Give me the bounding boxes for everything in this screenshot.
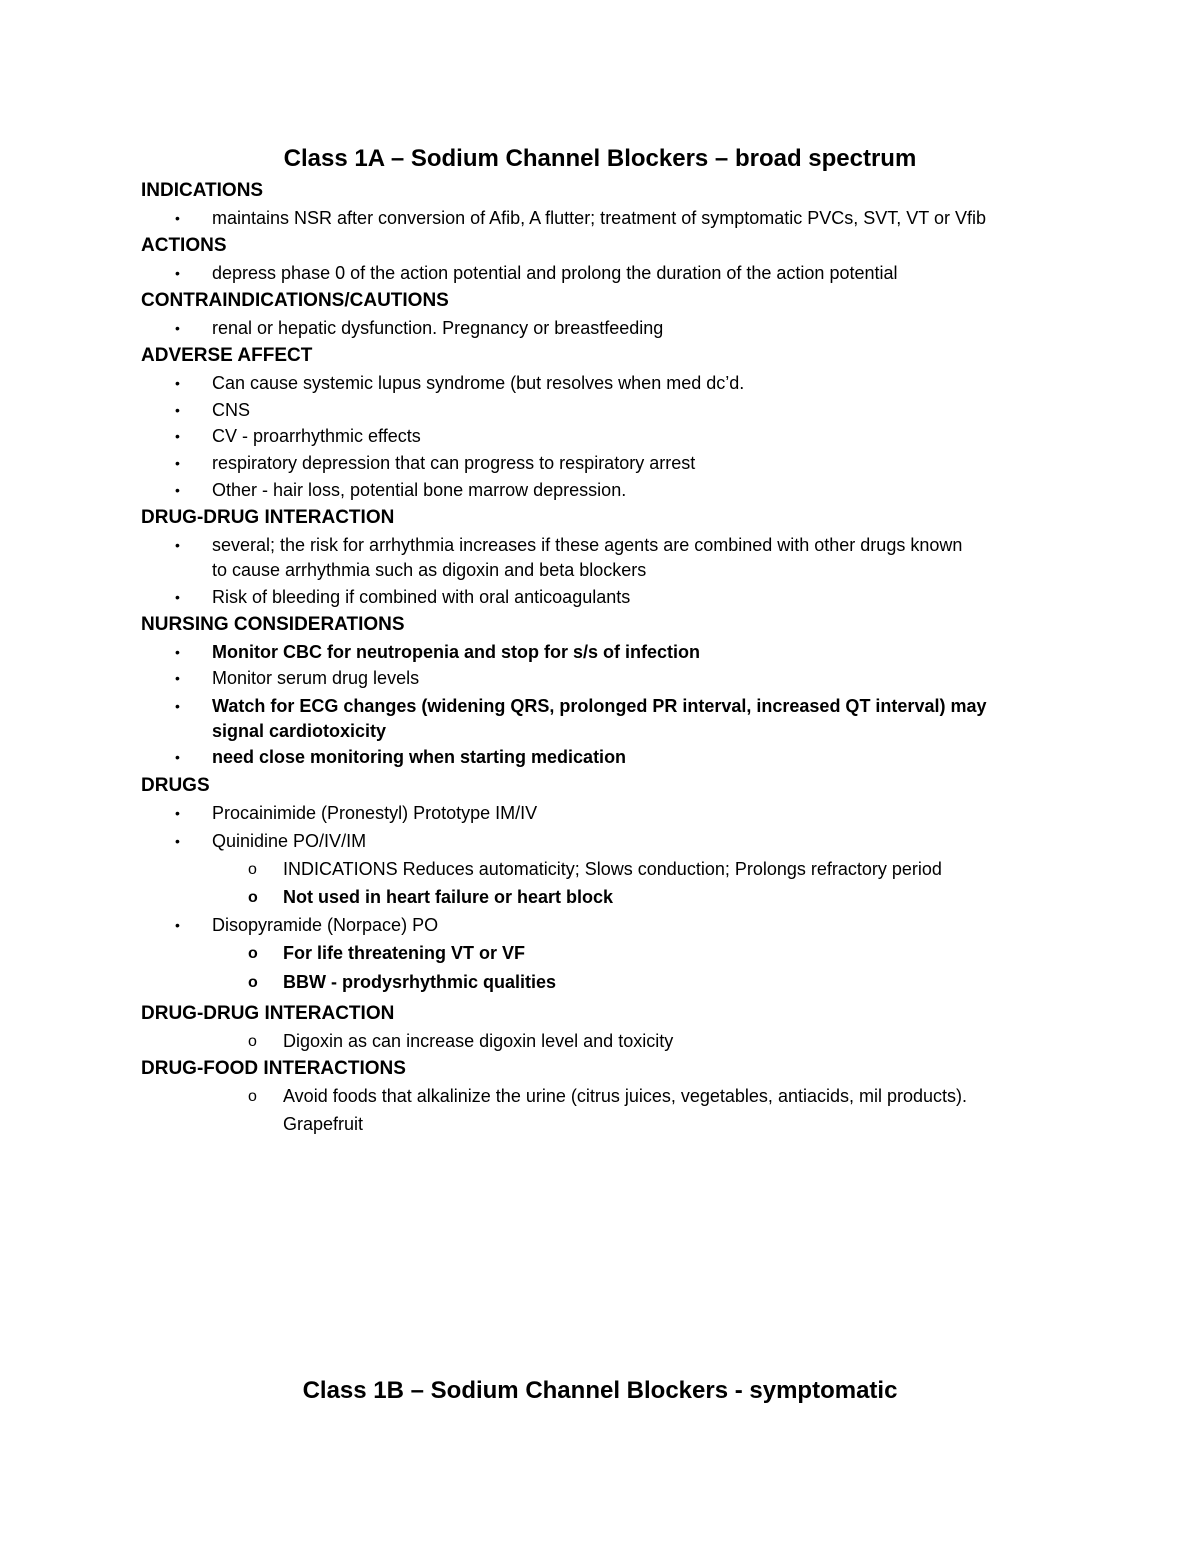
sub-bullet-icon: o	[248, 945, 258, 962]
sub-bullet-icon: o	[248, 1033, 257, 1050]
bullet-icon: •	[175, 698, 180, 714]
bullet-icon: •	[175, 833, 180, 849]
bullet-icon: •	[175, 917, 180, 933]
class-1a-title: Class 1A – Sodium Channel Blockers – broad spectrum	[283, 145, 917, 172]
adverse-item: Can cause systemic lupus syndrome (but resolves when med dc’d.	[212, 373, 745, 393]
bullet-icon: •	[175, 670, 180, 686]
bullet-icon: •	[175, 210, 180, 226]
nursing-item: Monitor serum drug levels	[212, 668, 420, 688]
adverse-item: respiratory depression that can progress to respiratory arrest	[212, 453, 696, 473]
nursing-item: Monitor CBC for neutropenia and stop for s/s of infection	[212, 642, 700, 662]
bullet-icon: •	[175, 402, 180, 418]
drug-interaction-2-item: Digoxin as can increase digoxin level and toxicity	[283, 1031, 674, 1051]
bullet-icon: •	[175, 375, 180, 391]
contraindications-item: renal or hepatic dysfunction. Pregnancy or breastfeeding	[212, 318, 664, 338]
drug-item: Quinidine PO/IV/IM	[212, 831, 367, 851]
bullet-icon: •	[175, 589, 180, 605]
nursing-item-continued: signal cardiotoxicity	[212, 721, 387, 741]
adverse-item: CV - proarrhythmic effects	[212, 426, 421, 446]
drug-item: Procainimide (Pronestyl) Prototype IM/IV	[212, 803, 538, 823]
drug-item: Disopyramide (Norpace) PO	[212, 915, 439, 935]
sub-bullet-icon: o	[248, 861, 257, 878]
sub-bullet-icon: o	[248, 1088, 257, 1105]
actions-item: depress phase 0 of the action potential and prolong the duration of the action potential	[212, 263, 898, 283]
drug-sub-item: Not used in heart failure or heart block	[283, 887, 614, 907]
sub-bullet-icon: o	[248, 889, 258, 906]
drug-interaction-item: Risk of bleeding if combined with oral anticoagulants	[212, 587, 631, 607]
drug-food-heading: DRUG-FOOD INTERACTIONS	[141, 1058, 406, 1079]
bullet-icon: •	[175, 644, 180, 660]
bullet-icon: •	[175, 320, 180, 336]
bullet-icon: •	[175, 482, 180, 498]
bullet-icon: •	[175, 805, 180, 821]
bullet-icon: •	[175, 537, 180, 553]
indications-heading: INDICATIONS	[141, 180, 264, 201]
sub-bullet-icon: o	[248, 974, 258, 991]
drug-food-item: Avoid foods that alkalinize the urine (citrus juices, vegetables, antiacids, mil products).	[283, 1086, 968, 1106]
adverse-item: CNS	[212, 400, 251, 420]
drug-interaction-item: several; the risk for arrhythmia increases if these agents are combined with other drugs known	[212, 535, 963, 555]
adverse-item: Other - hair loss, potential bone marrow depression.	[212, 480, 627, 500]
drug-sub-item: BBW - prodysrhythmic qualities	[283, 972, 557, 992]
bullet-icon: •	[175, 428, 180, 444]
adverse-heading: ADVERSE AFFECT	[141, 345, 313, 366]
bullet-icon: •	[175, 265, 180, 281]
class-1b-title: Class 1B – Sodium Channel Blockers - symptomatic	[302, 1377, 898, 1404]
indications-item: maintains NSR after conversion of Afib, A flutter; treatment of symptomatic PVCs, SVT, VT or Vfib	[212, 208, 986, 228]
drug-interaction-heading: DRUG-DRUG INTERACTION	[141, 507, 395, 528]
drug-interaction-2-heading: DRUG-DRUG INTERACTION	[141, 1003, 395, 1024]
nursing-heading: NURSING CONSIDERATIONS	[141, 614, 405, 635]
drug-sub-item: INDICATIONS Reduces automaticity; Slows conduction; Prolongs refractory period	[283, 859, 942, 879]
drug-interaction-item-continued: to cause arrhythmia such as digoxin and beta blockers	[212, 560, 647, 580]
nursing-item: need close monitoring when starting medication	[212, 747, 627, 767]
contraindications-heading: CONTRAINDICATIONS/CAUTIONS	[141, 290, 449, 311]
drugs-heading: DRUGS	[141, 775, 210, 796]
drug-sub-item: For life threatening VT or VF	[283, 943, 526, 963]
nursing-item: Watch for ECG changes (widening QRS, prolonged PR interval, increased QT interval) may	[212, 696, 987, 716]
bullet-icon: •	[175, 749, 180, 765]
actions-heading: ACTIONS	[141, 235, 227, 256]
bullet-icon: •	[175, 455, 180, 471]
drug-food-item-continued: Grapefruit	[283, 1114, 364, 1134]
